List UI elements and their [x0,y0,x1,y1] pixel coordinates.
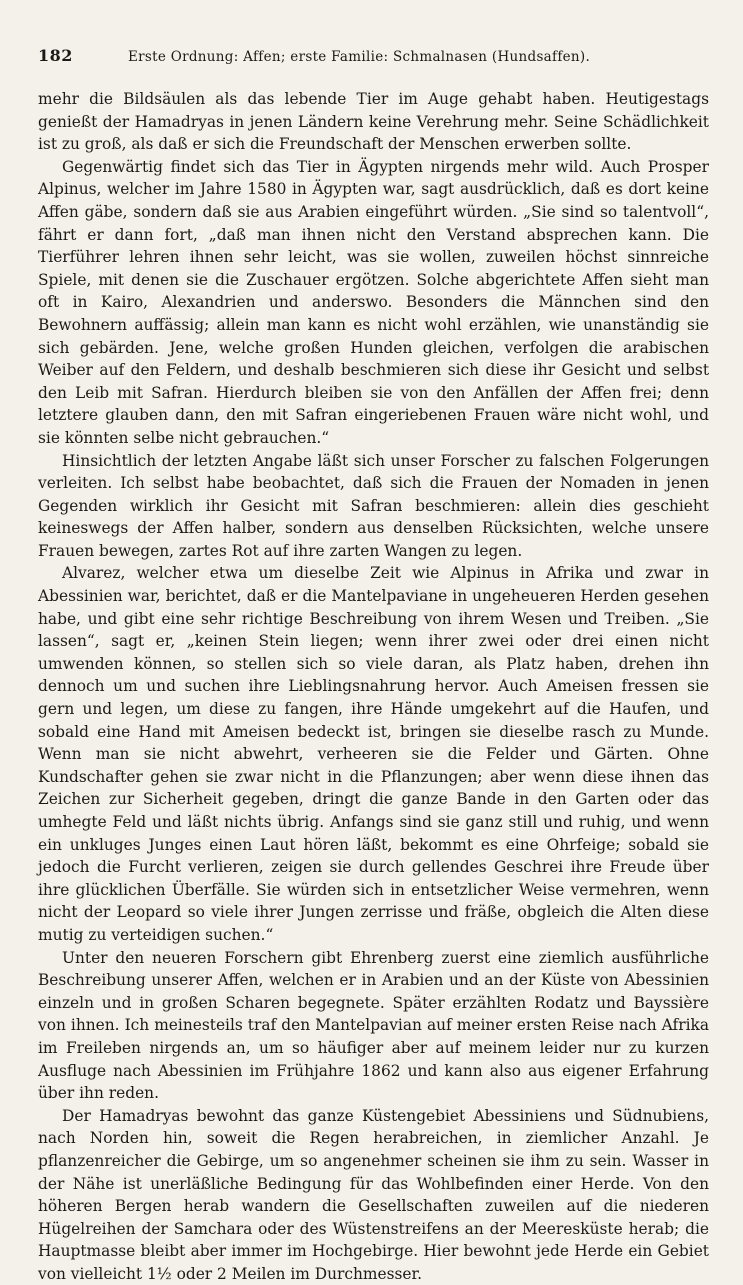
page-number: 182 [38,46,73,65]
paragraph-1: mehr die Bildsäulen als das lebende Tier im Auge gehabt haben. Heutigestags genießt der Hamadryas in jenen Ländern keine Verehrung mehr. Seine Schädlichkeit ist zu groß, als daß er sich die Freundschaft der Menschen erwerben sollte. [38,90,709,154]
running-title: Erste Ordnung: Affen; erste Familie: Schmalnasen (Hundsaffen). [128,49,591,65]
paragraph-2: Gegenwärtig findet sich das Tier in Ägypten nirgends mehr wild. Auch Prosper Alpinus, welcher im Jahre 1580 in Ägypten war, sagt ausdrücklich, daß es dort keine Affen gäbe, sondern daß sie aus Arabien eingeführt würden. „Sie sind so talentvoll“, fährt er dann fort, „daß man ihnen nicht den Verstand absprechen kann. Die Tierführer lehren ihnen sehr leicht, was sie wollen, zuweilen höchst sinnreiche Spiele, mit denen sie die Zuschauer ergötzen. Solche abgerichtete Affen sieht man oft in Kairo, Alexandrien und anderswo. Besonders die Männchen sind den Bewohnern auffässig; allein man kann es nicht wohl erzählen, wie unanständig sie sich gebärden. Jene, welche großen Hunden gleichen, verfolgen die arabischen Weiber auf den Feldern, und deshalb beschmieren sich diese ihr Gesicht und selbst den Leib mit Safran. Hierdurch bleiben sie von den Anfällen der Affen frei; denn letztere glauben dann, den mit Safran eingeriebenen Frauen wäre nicht wohl, und sie könnten selbe nicht gebrauchen.“ [38,157,709,447]
paragraph-4: Alvarez, welcher etwa um dieselbe Zeit wie Alpinus in Afrika und zwar in Abessinien war, berichtet, daß er die Mantelpaviane in ungeheueren Herden gesehen habe, und gibt eine sehr richtige Beschreibung von ihrem Wesen und Treiben. „Sie lassen“, sagt er, „keinen Stein liegen; wenn ihrer zwei oder drei einen nicht umwenden können, so stellen sich so viele daran, als Platz haben, drehen ihn dennoch um und suchen ihre Lieblingsnahrung hervor. Auch Ameisen fressen sie gern und legen, um diese zu fangen, ihre Hände umgekehrt auf die Haufen, und sobald eine Hand mit Ameisen bedeckt ist, bringen sie dieselbe rasch zu Munde. Wenn man sie nicht abwehrt, verheeren sie die Felder und Gärten. Ohne Kundschafter gehen sie zwar nicht in die Pflanzungen; aber wenn diese ihnen das Zeichen zur Sicherheit gegeben, dringt die ganze Bande in den Garten oder das umhegte Feld und läßt nichts übrig. Anfangs sind sie ganz still und ruhig, und wenn ein unkluges Junges einen Laut hören läßt, bekommt es eine Ohrfeige; sobald sie jedoch die Furcht verlieren, zeigen sie durch gellendes Geschrei ihre Freude über ihre glücklichen Überfälle. Sie würden sich in entsetzlicher Weise vermehren, wenn nicht der Leopard so viele ihrer Jungen zerrisse und fräße, obgleich die Alten diese mutig zu verteidigen suchen.“ [38,564,709,944]
page-header [38,46,709,76]
paragraph-6: Der Hamadryas bewohnt das ganze Küstengebiet Abessiniens und Südnubiens, nach Norden hin, soweit die Regen herabreichen, in ziemlicher Anzahl. Je pflanzenreicher die Gebirge, um so angenehmer scheinen sie ihm zu sein. Wasser in der Nähe ist unerläßliche Bedingung für das Wohlbefinden einer Herde. Von den höheren Bergen herab wandern die Gesellschaften zuweilen auf die niederen Hügelreihen der Samchara oder des Wüstenstreifens an der Meeresküste herab; die Hauptmasse bleibt aber immer im Hochgebirge. Hier bewohnt jede Herde ein Gebiet von vielleicht 1½ oder 2 Meilen im Durchmesser. [38,1106,709,1283]
paragraph-5: Unter den neueren Forschern gibt Ehrenberg zuerst eine ziemlich ausführliche Beschreibung unserer Affen, welchen er in Arabien und an der Küste von Abessinien einzeln und in großen Scharen begegnete. Später erzählten Rodatz und Bayssière von ihnen. Ich meinesteils traf den Mantelpavian auf meiner ersten Reise nach Afrika im Freileben nirgends an, um so häufiger aber auf meinem leider nur zu kurzen Ausfluge nach Abessinien im Frühjahre 1862 und kann also aus eigener Erfahrung über ihn reden. [38,948,709,1103]
paragraph-3: Hinsichtlich der letzten Angabe läßt sich unser Forscher zu falschen Folgerungen verleiten. Ich selbst habe beobachtet, daß sich die Frauen der Nomaden in jenen Gegenden wirklich ihr Gesicht mit Safran beschmieren: allein dies geschieht keineswegs der Affen halber, sondern aus denselben Rücksichten, welche unsere Frauen bewegen, zartes Rot auf ihre zarten Wangen zu legen. [38,451,709,560]
page-body [38,88,709,1285]
